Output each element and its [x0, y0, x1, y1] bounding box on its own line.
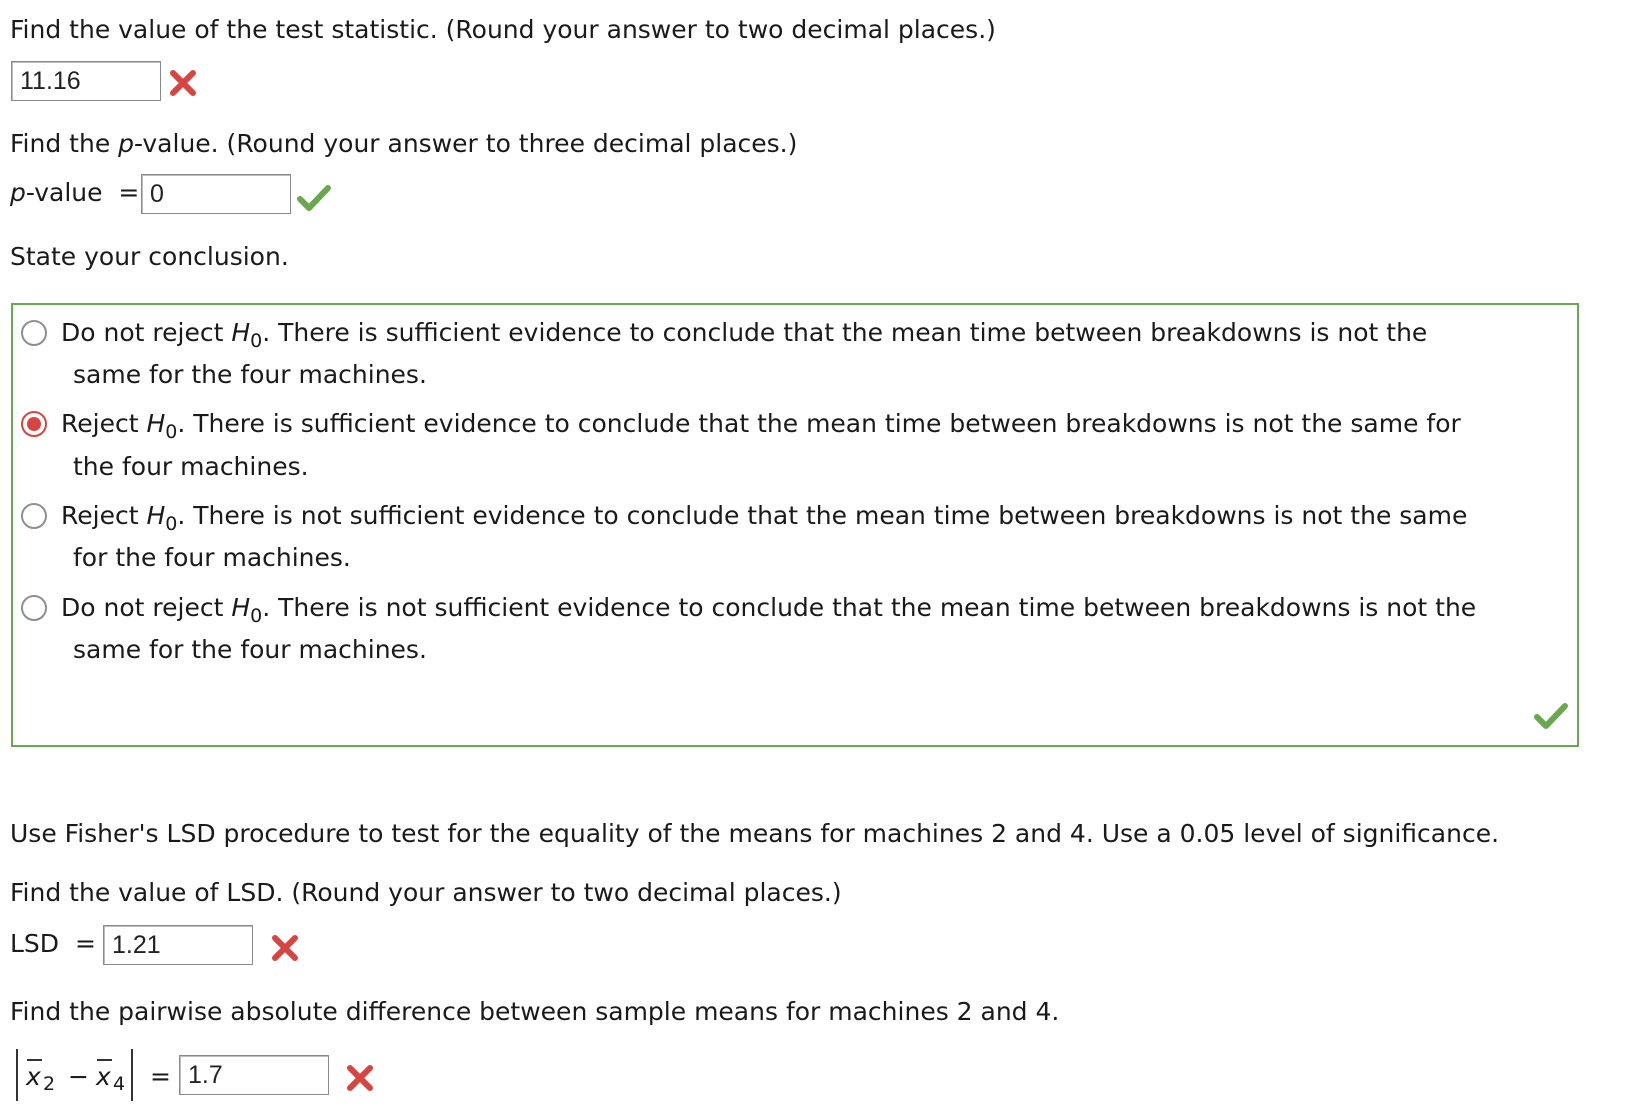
x-mark-icon [270, 933, 300, 963]
p-value-prompt-post: -value. (Round your answer to three decimal places.) [134, 129, 798, 158]
check-mark-icon [296, 183, 332, 213]
minus-sign: − [68, 1062, 89, 1091]
lsd-label: LSD = [10, 929, 96, 958]
abs-difference-expression [10, 1046, 150, 1106]
option-4-h: H [231, 593, 251, 622]
option-2-h: H [146, 409, 166, 438]
option-2-line-1 [61, 407, 1461, 441]
lsd-prompt: Find the value of LSD. (Round your answer to two decimal places.) [10, 878, 842, 907]
x-mark-icon [168, 68, 198, 98]
option-1-line-2: same for the four machines. [73, 360, 427, 389]
option-1-line-1 [61, 316, 1427, 350]
option-4-line-1 [61, 591, 1476, 625]
option-4-lead: Do not reject [61, 593, 232, 622]
option-2-line-2: the four machines. [73, 452, 309, 481]
xbar-2 [27, 1059, 42, 1061]
p-value-prompt-pre: Find the [10, 129, 119, 158]
option-3-h: H [146, 501, 166, 530]
option-3-rest1: . There is not sufficient evidence to conclude that the mean time between breakdowns is not the same [177, 501, 1468, 530]
option-3-line-2: for the four machines. [73, 543, 351, 572]
radio-option-4[interactable] [21, 595, 47, 621]
conclusion-prompt: State your conclusion. [10, 242, 289, 271]
option-1-rest1: . There is sufficient evidence to conclude that the mean time between breakdowns is not the [262, 318, 1428, 347]
option-1-sub: 0 [250, 330, 263, 352]
option-4-rest1: . There is not sufficient evidence to conclude that the mean time between breakdowns is not the [262, 593, 1477, 622]
x-right-sub: 4 [113, 1073, 126, 1095]
x-left-sub: 2 [43, 1073, 56, 1095]
option-3-lead: Reject [61, 501, 147, 530]
lsd-input[interactable]: 1.21 [103, 925, 253, 965]
abs-bar-left [16, 1049, 18, 1101]
option-1-lead: Do not reject [61, 318, 232, 347]
fisher-lsd-prompt: Use Fisher's LSD procedure to test for the equality of the means for machines 2 and 4. Use a 0.05 level of significance. [10, 819, 1500, 848]
test-statistic-prompt: Find the value of the test statistic. (Round your answer to two decimal places.) [10, 15, 996, 44]
pairwise-equals: = [150, 1062, 171, 1091]
p-value-prompt-var: p [118, 129, 135, 158]
x-mark-icon [345, 1063, 375, 1093]
option-4-line-2: same for the four machines. [73, 635, 427, 664]
p-value-label-post: -value = [25, 178, 140, 207]
option-3-line-1 [61, 499, 1467, 533]
radio-option-3[interactable] [21, 503, 47, 529]
p-value-prompt [10, 128, 797, 160]
check-mark-icon [1533, 701, 1569, 731]
p-value-input[interactable]: 0 [141, 174, 291, 214]
p-value-label [10, 177, 139, 209]
test-statistic-input[interactable]: 11.16 [11, 61, 161, 101]
option-2-rest1: . There is sufficient evidence to conclude that the mean time between breakdowns is not the same for [177, 409, 1461, 438]
option-1-h: H [231, 318, 251, 347]
radio-option-2[interactable] [21, 411, 47, 437]
pairwise-input[interactable]: 1.7 [179, 1055, 329, 1095]
radio-option-1[interactable] [21, 320, 47, 346]
p-value-label-var: p [10, 178, 26, 207]
option-2-sub: 0 [165, 421, 178, 443]
option-3-sub: 0 [165, 513, 178, 535]
option-2-lead: Reject [61, 409, 147, 438]
pairwise-prompt: Find the pairwise absolute difference between sample means for machines 2 and 4. [10, 997, 1060, 1026]
xbar-4 [97, 1059, 112, 1061]
x-right: x [96, 1062, 111, 1091]
abs-bar-right [131, 1049, 133, 1101]
conclusion-choices [11, 303, 1579, 747]
option-4-sub: 0 [250, 605, 263, 627]
x-left: x [26, 1062, 41, 1091]
